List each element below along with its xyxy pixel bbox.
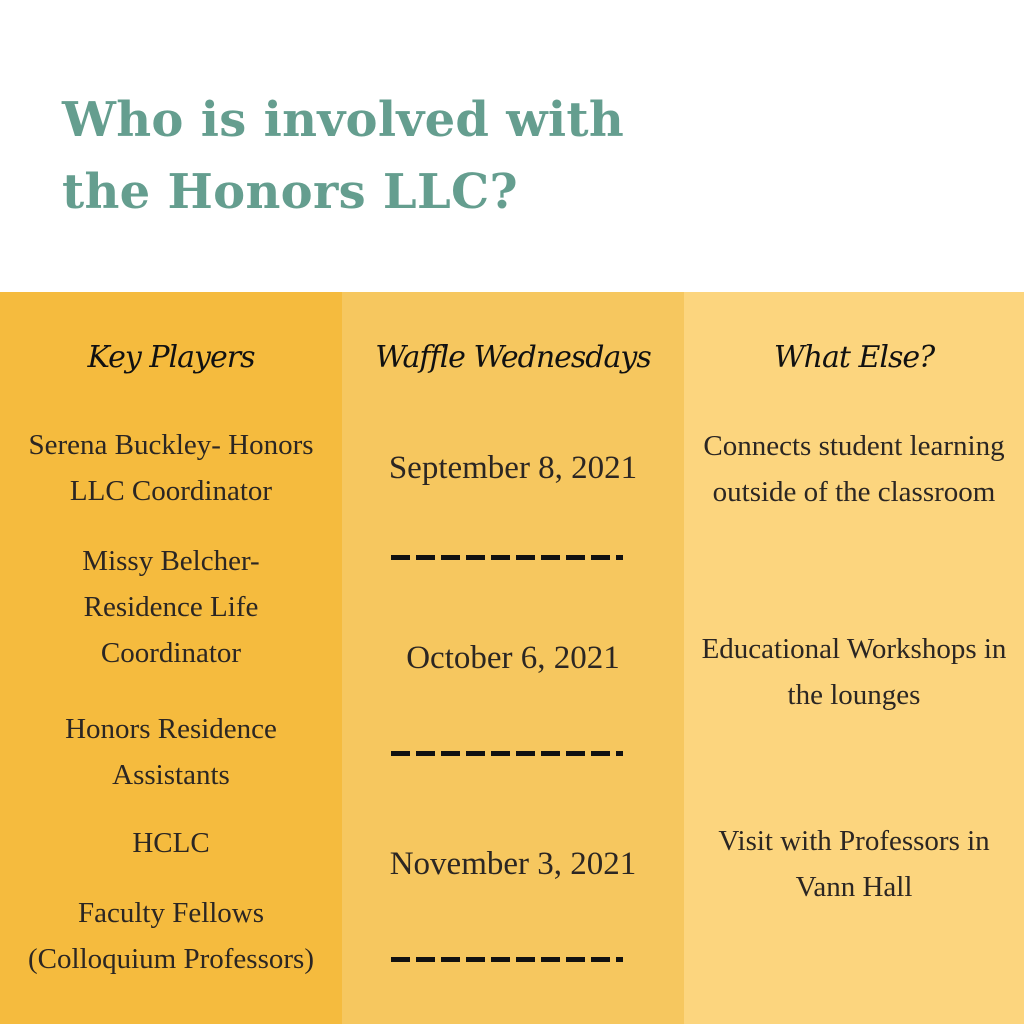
- waffle-date: November 3, 2021: [389, 846, 637, 882]
- waffle-wednesdays-column: [342, 292, 684, 1024]
- key-players-heading: Key Players: [87, 340, 255, 375]
- dashed-divider: [391, 751, 623, 756]
- key-player-item: HCLC: [132, 827, 210, 859]
- waffle-date: October 6, 2021: [406, 640, 620, 676]
- key-players-column: [0, 292, 342, 1024]
- key-player-item: Serena Buckley- Honors LLC Coordinator: [28, 429, 314, 507]
- key-player-item: Honors Residence Assistants: [65, 713, 277, 791]
- what-else-heading: What Else?: [773, 340, 935, 375]
- waffle-wednesdays-heading: Waffle Wednesdays: [375, 340, 651, 375]
- dashed-divider: [391, 555, 623, 560]
- dashed-divider: [391, 957, 623, 962]
- page-title: [62, 84, 762, 228]
- what-else-item: Educational Workshops in the lounges: [701, 633, 1007, 711]
- key-player-item: Faculty Fellows (Colloquium Professors): [28, 897, 314, 975]
- key-player-item: Missy Belcher- Residence Life Coordinator: [82, 545, 260, 669]
- what-else-item: Connects student learning outside of the classroom: [703, 430, 1005, 508]
- what-else-item: Visit with Professors in Vann Hall: [718, 825, 990, 903]
- title-line-2: the Honors LLC?: [62, 164, 518, 220]
- title-line-1: Who is involved with: [62, 92, 625, 148]
- what-else-column: [684, 292, 1024, 1024]
- waffle-date: September 8, 2021: [388, 450, 638, 486]
